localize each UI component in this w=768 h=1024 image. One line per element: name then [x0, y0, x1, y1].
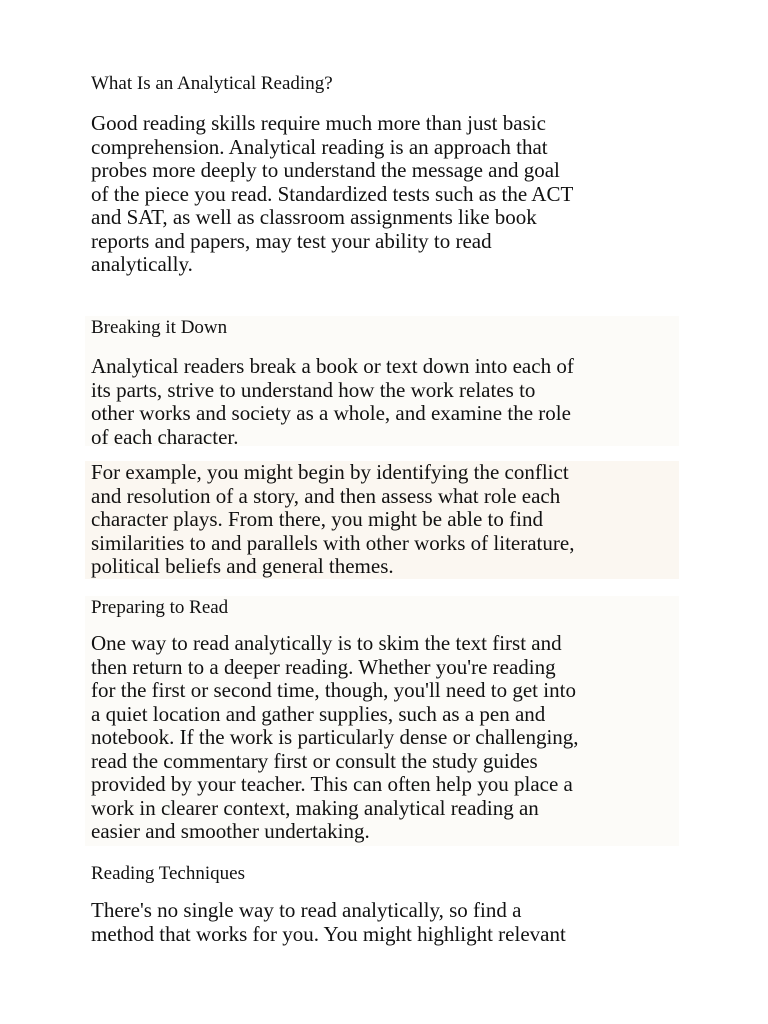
text-line: political beliefs and general themes.	[91, 554, 394, 578]
text-line: Good reading skills require much more than just basic	[91, 111, 546, 135]
paragraph	[85, 112, 679, 277]
section-heading: Preparing to Read	[91, 597, 229, 618]
paragraph-example	[85, 461, 679, 579]
text-line: method that works for you. You might highlight relevant	[91, 921, 566, 946]
text-line: For example, you might begin by identifying the conflict	[91, 460, 569, 484]
text-line: of the piece you read. Standardized tests such as the ACT	[91, 181, 574, 206]
text-line: One way to read analytically is to skim the text first and	[91, 631, 562, 655]
text-line: of each character.	[91, 424, 239, 449]
text-line: character plays. From there, you might be able to find	[91, 507, 543, 531]
section-what-is-analytical-reading	[85, 72, 679, 96]
section-preparing-to-read	[85, 596, 679, 846]
section-breaking-it-down	[85, 316, 679, 449]
text-line: provided by your teacher. This can often help you place a	[91, 772, 573, 796]
text-line: easier and smoother undertaking.	[91, 819, 370, 843]
paragraph-text	[91, 355, 679, 449]
text-line: other works and society as a whole, and examine the role	[91, 401, 571, 425]
section-heading: What Is an Analytical Reading?	[91, 73, 333, 94]
text-line: reports and papers, may test your ability to read	[91, 228, 492, 253]
section-heading: Reading Techniques	[91, 863, 245, 884]
paragraph-text	[91, 899, 679, 946]
text-line: There's no single way to read analytically, so find a	[91, 898, 522, 922]
section-reading-techniques	[85, 862, 679, 946]
text-line: similarities to and parallels with other works of literature,	[91, 530, 575, 555]
text-line: read the commentary first or consult the study guides	[91, 748, 538, 773]
text-line: for the first or second time, though, you'll need to get into	[91, 678, 576, 702]
section-heading: Breaking it Down	[91, 317, 228, 338]
text-line: work in clearer context, making analytical reading an	[91, 795, 539, 820]
text-line: its parts, strive to understand how the work relates to	[91, 377, 536, 402]
text-line: analytically.	[91, 252, 193, 276]
text-line: comprehension. Analytical reading is an approach that	[91, 134, 548, 159]
paragraph-text	[91, 112, 679, 277]
text-line: a quiet location and gather supplies, such as a pen and	[91, 701, 546, 726]
text-line: Analytical readers break a book or text down into each of	[91, 354, 574, 378]
text-line: notebook. If the work is particularly dense or challenging,	[91, 725, 579, 749]
paragraph-text	[91, 461, 679, 579]
paragraph-text	[91, 632, 679, 844]
text-line: probes more deeply to understand the message and goal	[91, 158, 560, 182]
text-line: then return to a deeper reading. Whether you're reading	[91, 654, 556, 679]
text-line: and SAT, as well as classroom assignments like book	[91, 205, 537, 229]
text-line: and resolution of a story, and then assess what role each	[91, 483, 561, 508]
